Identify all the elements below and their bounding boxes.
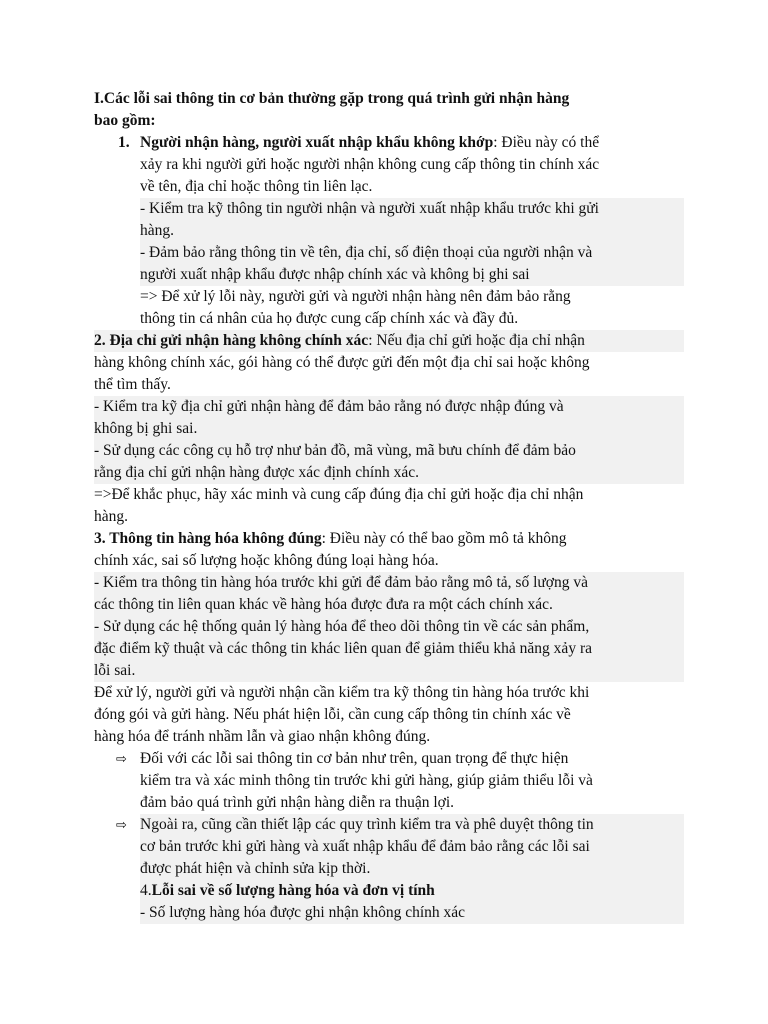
item-1-line: => Để xử lý lỗi này, người gửi và người nhận hàng nên đảm bảo rằng xyxy=(140,288,571,305)
section-4-line: - Số lượng hàng hóa được ghi nhận không chính xác xyxy=(140,902,684,924)
section-4-number: 4. xyxy=(140,882,152,899)
conclusion-1 xyxy=(94,748,684,814)
section-3-line: các thông tin liên quan khác về hàng hóa được đưa ra một cách chính xác. xyxy=(94,594,684,616)
section-2-line: - Kiểm tra kỹ địa chỉ gửi nhận hàng để đảm bảo rằng nó được nhập đúng và xyxy=(94,396,684,418)
section-2-line: =>Để khắc phục, hãy xác minh và cung cấp đúng địa chỉ gửi hoặc địa chỉ nhận xyxy=(94,486,584,503)
arrow-icon: ⇨ xyxy=(116,752,127,767)
item-1-line: người xuất nhập khẩu được nhập chính xác và không bị ghi sai xyxy=(140,264,684,286)
section-4-heading: Lỗi sai về số lượng hàng hóa và đơn vị tính xyxy=(151,882,435,899)
section-3 xyxy=(94,528,684,748)
section-1-title xyxy=(94,88,684,132)
section-3-line: lỗi sai. xyxy=(94,660,684,682)
conclusion-line: Đối với các lỗi sai thông tin cơ bản như trên, quan trọng để thực hiện xyxy=(140,750,569,767)
section-2-line: rằng địa chỉ gửi nhận hàng được xác định chính xác. xyxy=(94,462,684,484)
section-2-line: - Sử dụng các công cụ hỗ trợ như bản đồ, mã vùng, mã bưu chính để đảm bảo xyxy=(94,440,684,462)
item-1-line: - Kiểm tra kỹ thông tin người nhận và người xuất nhập khẩu trước khi gửi xyxy=(140,198,684,220)
section-3-line: - Kiểm tra thông tin hàng hóa trước khi gửi để đảm bảo rằng mô tả, số lượng và xyxy=(94,572,684,594)
item-1-heading: Người nhận hàng, người xuất nhập khẩu không khớp xyxy=(140,134,494,151)
item-1-number: 1. xyxy=(118,134,130,151)
item-1-text: : Điều này có thể xyxy=(493,134,600,151)
section-3-line: Để xử lý, người gửi và người nhận cần kiểm tra kỹ thông tin hàng hóa trước khi xyxy=(94,684,590,701)
conclusion-line: kiểm tra và xác minh thông tin trước khi gửi hàng, giúp giảm thiểu lỗi và xyxy=(140,772,593,789)
item-1-line xyxy=(140,132,684,154)
section-3-line: đặc điểm kỹ thuật và các thông tin khác liên quan để giảm thiểu khả năng xảy ra xyxy=(94,638,684,660)
section-3-text: : Điều này có thể bao gồm mô tả không xyxy=(321,530,567,547)
section-3-line: - Sử dụng các hệ thống quản lý hàng hóa để theo dõi thông tin về các sản phẩm, xyxy=(94,616,684,638)
section-3-line: chính xác, sai số lượng hoặc không đúng loại hàng hóa. xyxy=(94,552,439,569)
section-2-line: không bị ghi sai. xyxy=(94,418,684,440)
section-2-line xyxy=(94,330,684,352)
section-2-heading: 2. Địa chỉ gửi nhận hàng không chính xác xyxy=(94,332,369,349)
section-4-title xyxy=(140,880,684,902)
conclusion-line: cơ bản trước khi gửi hàng và xuất nhập khẩu để đảm bảo rằng các lỗi sai xyxy=(140,836,684,858)
item-1-line: về tên, địa chỉ hoặc thông tin liên lạc. xyxy=(140,178,373,195)
section-3-line: hàng hóa để tránh nhầm lẫn và giao nhận không đúng. xyxy=(94,728,431,745)
item-1-line: thông tin cá nhân của họ được cung cấp chính xác và đầy đủ. xyxy=(140,310,519,327)
section-2-line: hàng không chính xác, gói hàng có thể được gửi đến một địa chỉ sai hoặc không xyxy=(94,354,590,371)
conclusion-line: được phát hiện và chỉnh sửa kịp thời. xyxy=(140,858,684,880)
section-3-heading: 3. Thông tin hàng hóa không đúng xyxy=(94,530,322,547)
item-1-line: xảy ra khi người gửi hoặc người nhận không cung cấp thông tin chính xác xyxy=(140,156,600,173)
conclusion-line: đảm bảo quá trình gửi nhận hàng diễn ra thuận lợi. xyxy=(140,794,455,811)
conclusion-line: Ngoài ra, cũng cần thiết lập các quy trình kiểm tra và phê duyệt thông tin xyxy=(140,814,684,836)
section-2 xyxy=(94,330,684,528)
title-line: bao gồm: xyxy=(94,112,156,129)
section-2-text: : Nếu địa chỉ gửi hoặc địa chỉ nhận xyxy=(368,332,585,349)
conclusion-2 xyxy=(94,814,684,880)
section-3-line xyxy=(94,528,684,550)
title-line: I.Các lỗi sai thông tin cơ bản thường gặp trong quá trình gửi nhận hàng xyxy=(94,90,570,107)
section-2-line: thể tìm thấy. xyxy=(94,376,171,393)
document-body xyxy=(94,88,684,924)
item-1-line: hàng. xyxy=(140,220,684,242)
arrow-icon: ⇨ xyxy=(116,818,127,833)
section-3-line: đóng gói và gửi hàng. Nếu phát hiện lỗi, cần cung cấp thông tin chính xác về xyxy=(94,706,571,723)
item-1 xyxy=(94,132,684,330)
section-4 xyxy=(94,880,684,924)
section-2-line: hàng. xyxy=(94,508,129,525)
item-1-line: - Đảm bảo rằng thông tin về tên, địa chỉ, số điện thoại của người nhận và xyxy=(140,242,684,264)
